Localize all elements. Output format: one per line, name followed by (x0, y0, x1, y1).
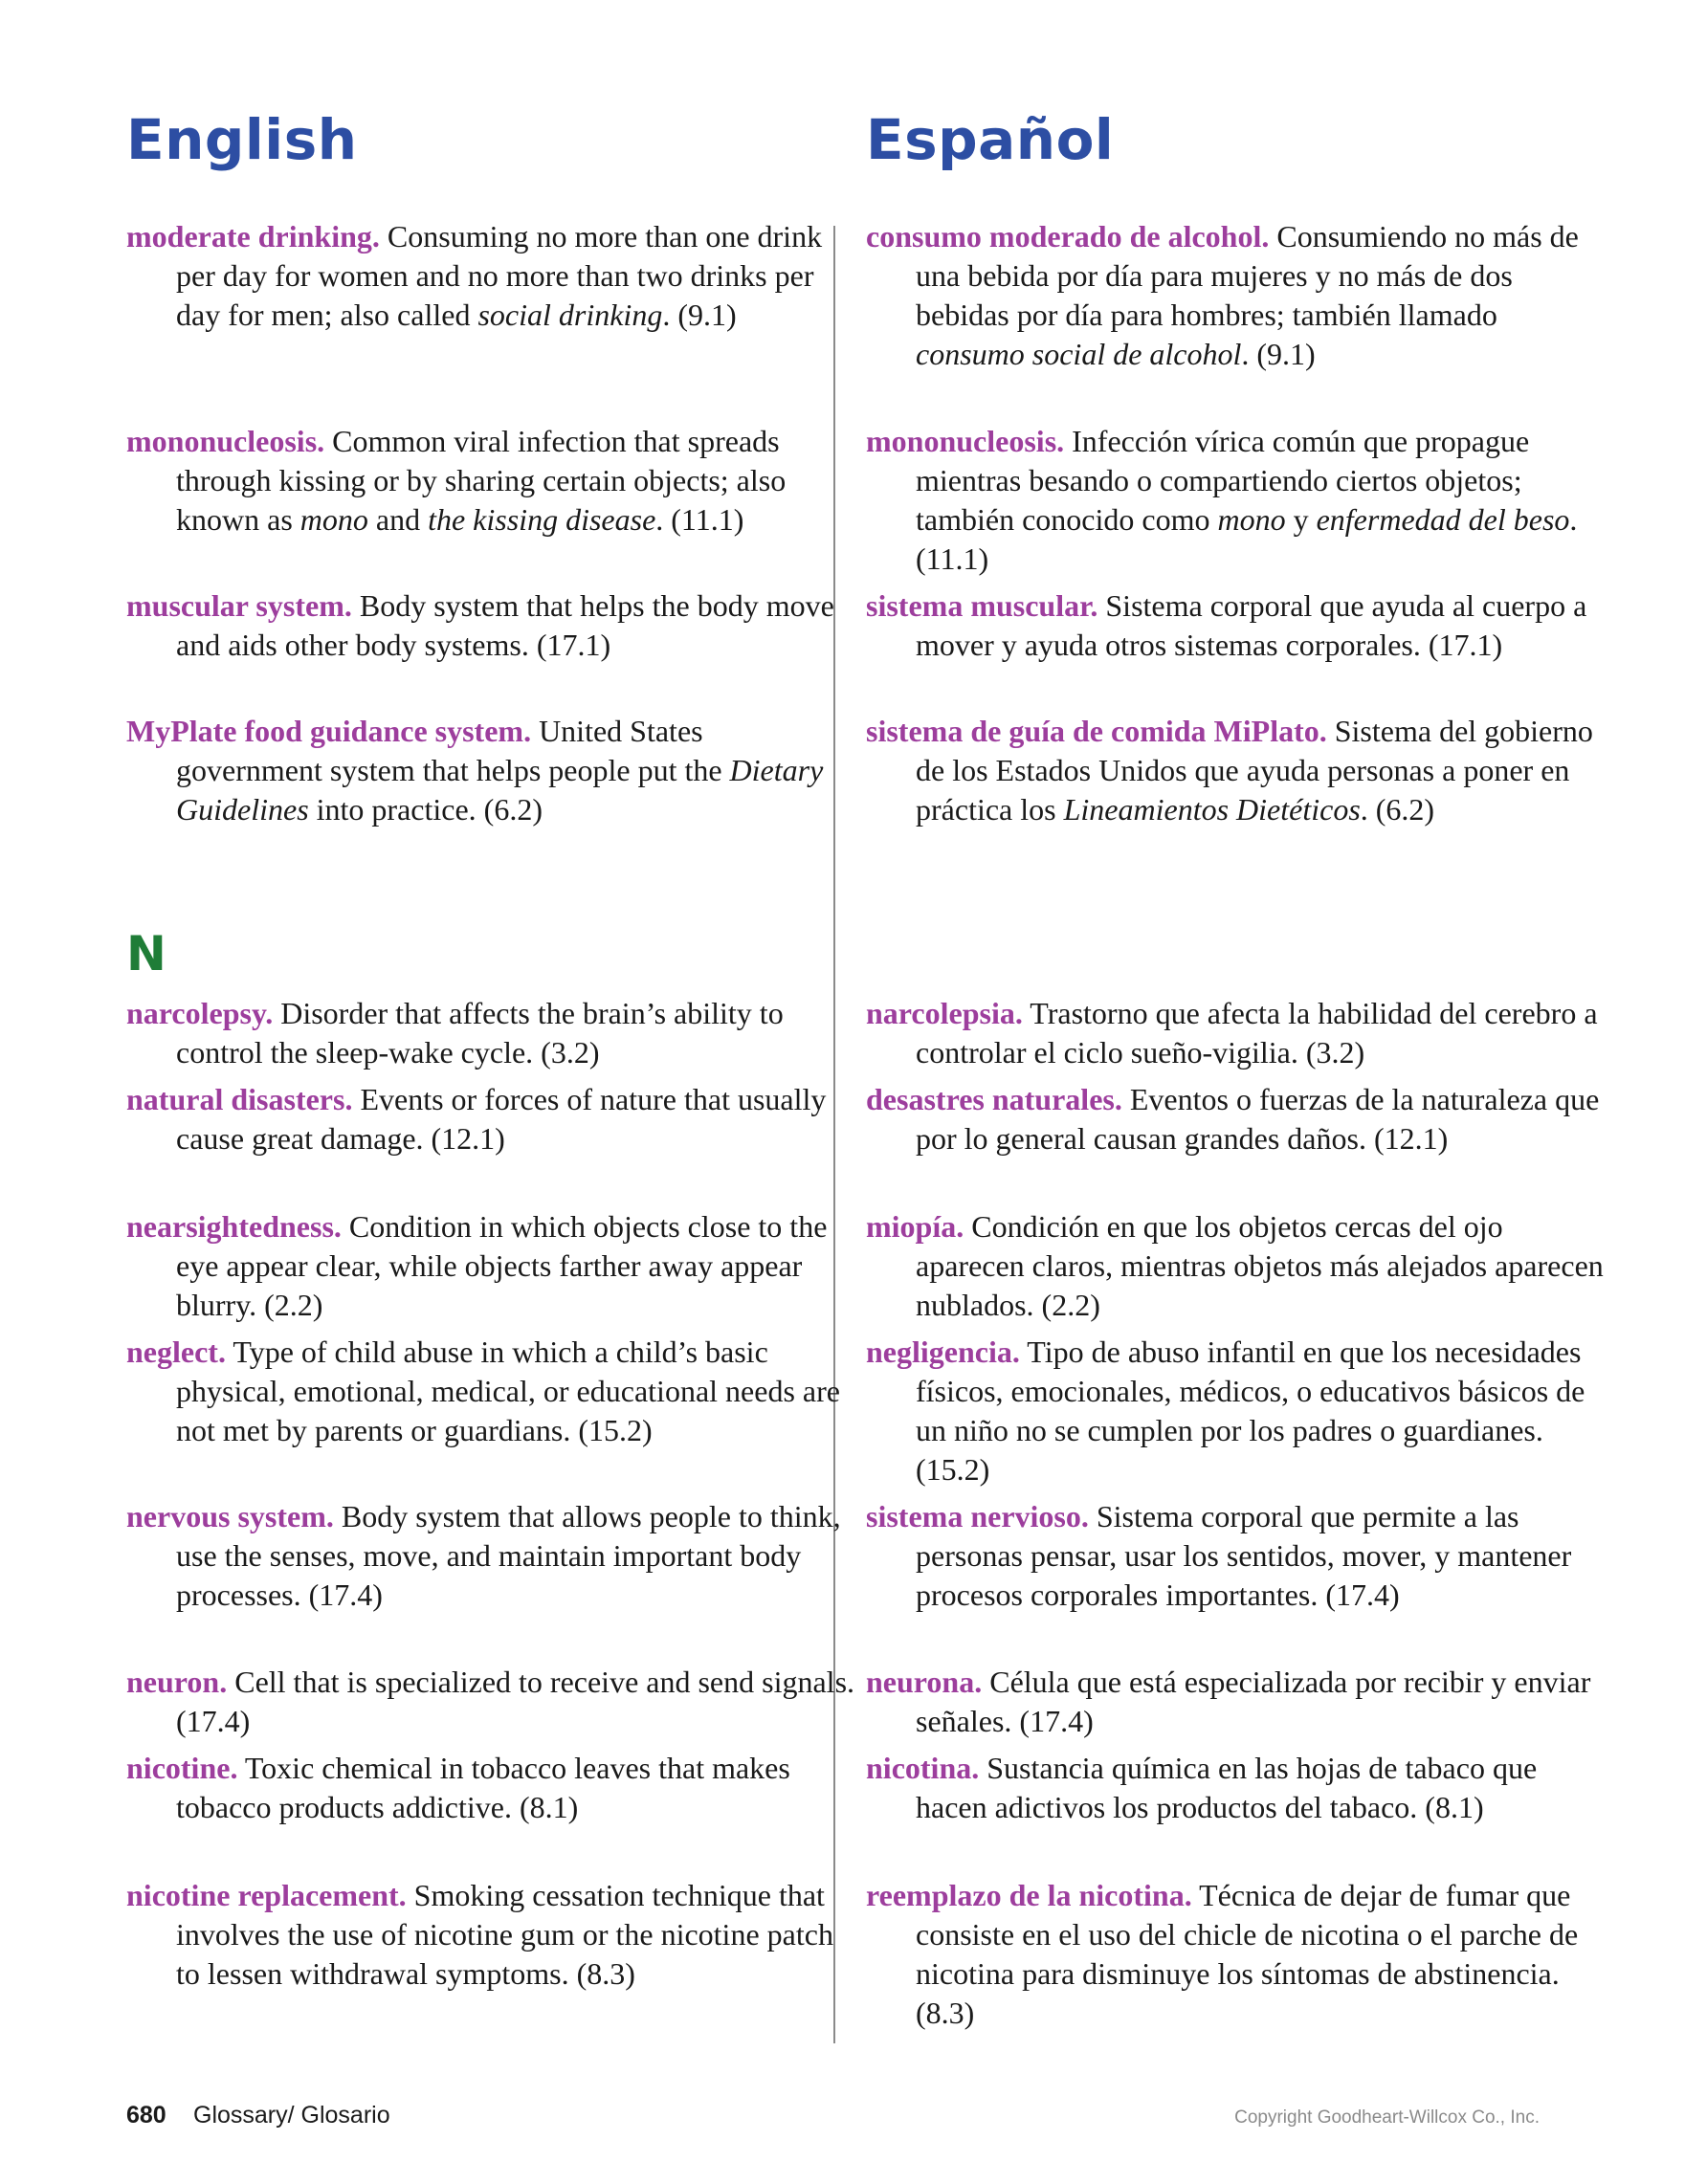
glossary-term: mononucleosis. (126, 424, 325, 458)
glossary-term: neuron. (126, 1665, 228, 1699)
glossary-term: MyPlate food guidance system. (126, 714, 532, 748)
glossary-term: sistema nervioso. (866, 1499, 1089, 1533)
definition-text: Sistema corporal que ayuda al cuerpo a mover y ayuda otros sistemas corporales. (17.1) (916, 588, 1587, 662)
definition-text: Smoking cessation technique that involves the use of nicotine gum or the nicotine patch to lessen withdrawal symptoms. (8.3) (176, 1878, 833, 1991)
section-letter: N (126, 926, 166, 982)
footer-section-title: Glossary/ Glosario (193, 2102, 390, 2129)
glossary-term: miopía. (866, 1209, 964, 1244)
glossary-entry-es (866, 1497, 1605, 1615)
glossary-entry-es (866, 1663, 1605, 1741)
definition-text: Events or forces of nature that usually cause great damage. (12.1) (176, 1082, 827, 1156)
english-column-heading: English (126, 107, 358, 172)
definition-text: Sistema corporal que permite a las personas pensar, usar los sentidos, mover, y mantener procesos corporales importantes. (17.4) (916, 1499, 1572, 1612)
glossary-entry-en (126, 1876, 855, 1994)
definition-text: Cell that is specialized to receive and send signals. (17.4) (176, 1665, 855, 1738)
glossary-entry-es (866, 217, 1605, 374)
glossary-entry-es (866, 1749, 1605, 1827)
definition-text: y (1285, 502, 1317, 537)
definition-text: Body system that helps the body move and aids other body systems. (17.1) (176, 588, 834, 662)
glossary-term: nicotine replacement. (126, 1878, 407, 1912)
definition-text: Eventos o fuerzas de la naturaleza que por lo general causan grandes daños. (12.1) (916, 1082, 1600, 1156)
definition-text: . (11.1) (916, 502, 1578, 576)
glossary-term: sistema muscular. (866, 588, 1098, 623)
definition-italic-text: enfermedad del beso (1316, 502, 1570, 537)
glossary-entry-en (126, 1333, 855, 1450)
definition-italic-text: Lineamientos Dietéticos (1063, 792, 1361, 827)
glossary-entry-es (866, 422, 1605, 579)
definition-italic-text: mono (1217, 502, 1286, 537)
definition-text: Consuming no more than one drink per day for women and no more than two drinks per day for men; also called (176, 219, 823, 332)
spanish-column-heading: Español (866, 107, 1115, 172)
definition-text: Infección vírica común que propague mientras besando o compartiendo ciertos objetos; también conocido como (916, 424, 1530, 537)
definition-text: Toxic chemical in tobacco leaves that makes tobacco products addictive. (8.1) (176, 1751, 790, 1824)
glossary-term: moderate drinking. (126, 219, 380, 254)
definition-text: Sistema del gobierno de los Estados Unidos que ayuda personas a poner en práctica los (916, 714, 1593, 827)
page-number: 680 (126, 2102, 166, 2129)
glossary-entry-es (866, 1876, 1605, 2033)
definition-text: Consumiendo no más de una bebida por día para mujeres y no más de dos bebidas por día para hombres; también llamado (916, 219, 1579, 332)
glossary-term: natural disasters. (126, 1082, 353, 1116)
glossary-entry-es (866, 586, 1605, 665)
definition-text: . (9.1) (662, 298, 737, 332)
definition-text: Disorder that affects the brain’s ability to control the sleep-wake cycle. (3.2) (176, 996, 784, 1070)
glossary-entry-en (126, 422, 855, 540)
definition-text: Trastorno que afecta la habilidad del cerebro a controlar el ciclo sueño-vigilia. (3.2) (916, 996, 1598, 1070)
definition-text: . (9.1) (1241, 337, 1316, 371)
glossary-term: sistema de guía de comida MiPlato. (866, 714, 1327, 748)
glossary-term: reemplazo de la nicotina. (866, 1878, 1192, 1912)
definition-text: United States government system that helps people put the (176, 714, 730, 787)
glossary-term: nearsightedness. (126, 1209, 342, 1244)
glossary-entry-es (866, 1080, 1605, 1158)
glossary-entry-en (126, 1497, 855, 1615)
definition-text: Condición en que los objetos cercas del ojo aparecen claros, mientras objetos más alejados aparecen nublados. (2.2) (916, 1209, 1604, 1322)
glossary-entry-en (126, 1749, 855, 1827)
glossary-entry-es (866, 1207, 1605, 1325)
glossary-entry-es (866, 712, 1605, 829)
glossary-term: nervous system. (126, 1499, 334, 1533)
copyright-notice: Copyright Goodheart-Willcox Co., Inc. (1234, 2107, 1540, 2128)
glossary-entry-es (866, 1333, 1605, 1489)
glossary-entry-en (126, 586, 855, 665)
definition-text: . (11.1) (655, 502, 744, 537)
glossary-entry-en (126, 712, 855, 829)
definition-italic-text: social drinking (477, 298, 663, 332)
definition-italic-text: Dietary Guidelines (176, 753, 824, 827)
definition-text: Célula que está especializada por recibir y enviar señales. (17.4) (916, 1665, 1591, 1738)
definition-text: into practice. (6.2) (308, 792, 543, 827)
definition-text: and (367, 502, 429, 537)
definition-italic-text: mono (299, 502, 368, 537)
glossary-entry-en (126, 217, 855, 335)
glossary-term: nicotine. (126, 1751, 238, 1785)
glossary-term: consumo moderado de alcohol. (866, 219, 1270, 254)
glossary-term: nicotina. (866, 1751, 980, 1785)
glossary-term: muscular system. (126, 588, 352, 623)
definition-text: Body system that allows people to think, use the senses, move, and maintain important body processes. (17.4) (176, 1499, 841, 1612)
definition-text: Type of child abuse in which a child’s basic physical, emotional, medical, or educational needs are not met by parents or guardians. (15.2) (176, 1335, 840, 1447)
glossary-entry-es (866, 994, 1605, 1072)
definition-italic-text: the kissing disease (428, 502, 656, 537)
glossary-term: narcolepsia. (866, 996, 1023, 1030)
glossary-term: neglect. (126, 1335, 226, 1369)
definition-text: Sustancia química en las hojas de tabaco que hacen adictivos los productos del tabaco. (8.1) (916, 1751, 1538, 1824)
definition-text: Common viral infection that spreads through kissing or by sharing certain objects; also known as (176, 424, 787, 537)
definition-text: Condition in which objects close to the eye appear clear, while objects farther away appear blurry. (2.2) (176, 1209, 828, 1322)
definition-text: Técnica de dejar de fumar que consiste en el uso del chicle de nicotina o el parche de nicotina para disminuye los síntomas de abstinencia. (8.3) (916, 1878, 1579, 2030)
definition-text: Tipo de abuso infantil en que los necesidades físicos, emocionales, médicos, o educativos básicos de un niño no se cumplen por los padres o guardianes. (15.2) (916, 1335, 1585, 1487)
glossary-term: mononucleosis. (866, 424, 1065, 458)
glossary-entry-en (126, 1080, 855, 1158)
definition-text: . (6.2) (1360, 792, 1435, 827)
glossary-term: neurona. (866, 1665, 983, 1699)
glossary-entry-en (126, 1663, 855, 1741)
glossary-term: negligencia. (866, 1335, 1020, 1369)
glossary-entry-en (126, 994, 855, 1072)
definition-italic-text: consumo social de alcohol (916, 337, 1242, 371)
glossary-term: desastres naturales. (866, 1082, 1122, 1116)
glossary-entry-en (126, 1207, 855, 1325)
glossary-term: narcolepsy. (126, 996, 274, 1030)
